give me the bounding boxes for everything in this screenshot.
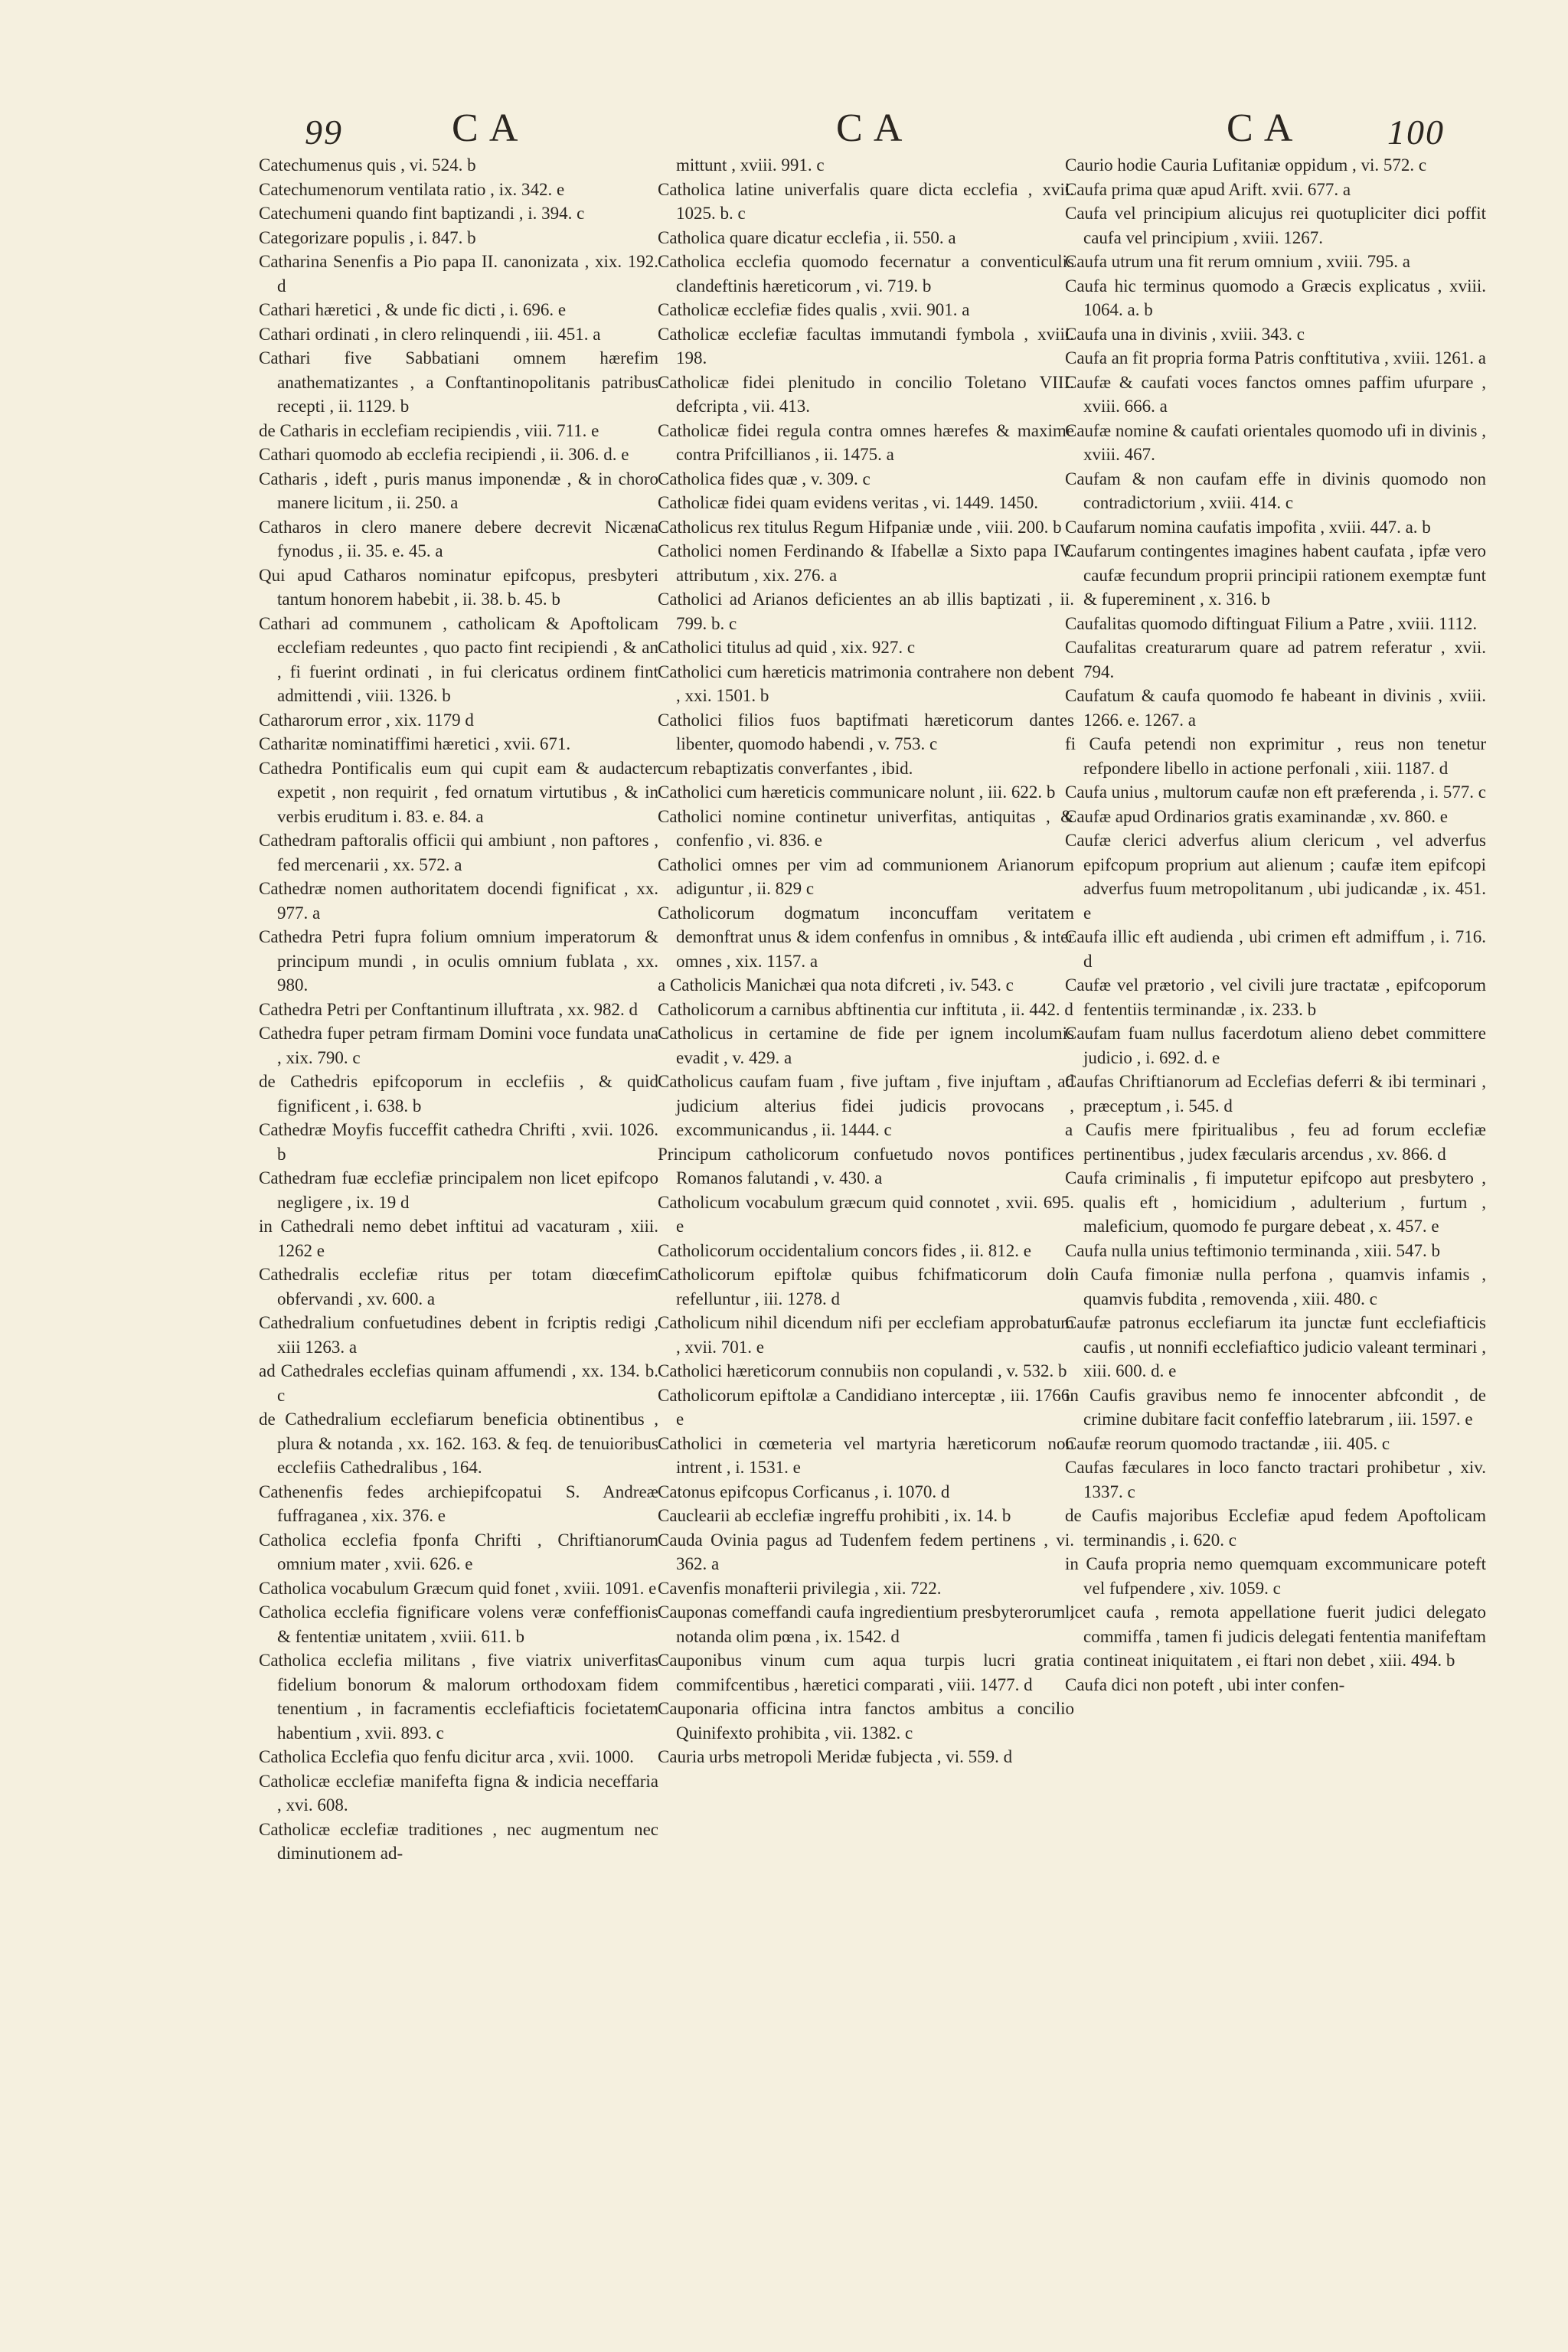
index-entry: Catonus epifcopus Corficanus , i. 1070. d [658, 1481, 950, 1501]
index-entry: Caufa illic eft audienda , ubi crimen eft admiffum , i. 716. d [1065, 927, 1486, 971]
index-entry: Catholicæ fidei quam evidens veritas , vi. 1449. 1450. [658, 493, 1038, 512]
index-entry: Catharorum error , xix. 1179 d [259, 710, 474, 730]
index-entry: Catholicæ fidei regula contra omnes hærefes & maxime contra Prifcillianos , ii. 1475. a [658, 420, 1074, 464]
index-entry: Catholica vocabulum Græcum quid fonet , xviii. 1091. e [259, 1578, 657, 1598]
index-entry: Cathari quomodo ab ecclefia recipiendi , ii. 306. d. e [259, 445, 629, 464]
index-entry: Cathedra fuper petram firmam Domini voce fundata una , xix. 790. c [259, 1024, 658, 1067]
index-entry: Catholicus caufam fuam , five juftam , five injuftam , ad judicium alterius fidei judicis provocans , excommunicandus , ii. 1444. c [658, 1072, 1074, 1139]
index-entry: Catholicorum a carnibus abftinentia cur inftituta , ii. 442. d [658, 999, 1073, 1019]
index-entry: Cathedram fuæ ecclefiæ principalem non licet epifcopo negligere , ix. 19 d [259, 1168, 658, 1212]
index-entry: in Caufis gravibus nemo fe innocenter abfcondit , de crimine dubitare facit confeffio latebrarum , iii. 1597. e [1065, 1385, 1486, 1429]
index-entry: fi Caufa petendi non exprimitur , reus non tenetur refpondere libello in actione perfonali , xiii. 1187. d [1065, 734, 1486, 778]
index-entry: Catholici in cœmeteria vel martyria hæreticorum non intrent , i. 1531. e [658, 1433, 1074, 1477]
index-entry: Catechumenorum ventilata ratio , ix. 342. e [259, 179, 565, 199]
index-entry: de Cathedris epifcoporum in ecclefiis , & quid fignificent , i. 638. b [259, 1072, 658, 1116]
index-entry: Catholica quare dicatur ecclefia , ii. 550. a [658, 227, 956, 247]
index-entry: Catholica ecclefia fponfa Chrifti , Chriftianorum omnium mater , xvii. 626. e [259, 1530, 658, 1573]
index-entry: Caufam & non caufam effe in divinis quomodo non contradictorium , xviii. 414. c [1065, 469, 1486, 512]
index-entry: de Caufis majoribus Ecclefiæ apud fedem Apoftolicam terminandis , i. 620. c [1065, 1506, 1486, 1550]
index-entry: Cauponaria officina intra fanctos ambitus a concilio Quinifexto prohibita , vii. 1382. c [658, 1699, 1074, 1743]
index-entry: Caufam fuam nullus facerdotum alieno debet committere judicio , i. 692. d. e [1065, 1024, 1486, 1067]
index-entry: Catholicæ ecclefiæ facultas immutandi fymbola , xviii. 198. [658, 324, 1074, 368]
index-entry: Catholica ecclefia militans , five viatrix univerfitas fidelium bonorum & malorum orthodoxam fidem tenentium , in facramentis ecclefiafticis focietatem habentium , xvii. 893. c [259, 1651, 658, 1743]
index-entry: Caufæ reorum quomodo tractandæ , iii. 405. c [1065, 1433, 1390, 1453]
index-entry: Catholicæ ecclefiæ fides qualis , xvii. 901. a [658, 300, 970, 319]
index-entry: Caufa una in divinis , xviii. 343. c [1065, 324, 1305, 344]
index-entry: Catholicæ ecclefiæ traditiones , nec augmentum nec diminutionem ad- [259, 1819, 658, 1863]
index-entry: de Cathedralium ecclefiarum beneficia obtinentibus , plura & notanda , xx. 162. 163. & feq. de tenuioribus ecclefiis Cathedralibus , 164. [259, 1410, 658, 1477]
index-entry: Catholicum nihil dicendum nifi per ecclefiam approbatum , xvii. 701. e [658, 1313, 1074, 1357]
index-entry: Catholica fides quæ , v. 309. c [658, 469, 871, 488]
index-entry: Catholica ecclefia fignificare volens veræ confeffionis & fententiæ unitatem , xviii. 611. b [259, 1602, 658, 1646]
index-entry: Caufæ patronus ecclefiarum ita junctæ funt ecclefiafticis caufis , ut nonnifi ecclefiaftico judicio valeant terminari , xiii. 600. d. e [1065, 1313, 1486, 1380]
index-entry: Cathedralium confuetudines debent in fcriptis redigi , xiii 1263. a [259, 1313, 658, 1357]
index-entry: Cathedra Petri fupra folium omnium imperatorum & principum mundi , in oculis omnium fublata , xx. 980. [259, 927, 658, 995]
index-entry: Catechumenus quis , vi. 524. b [259, 155, 476, 175]
index-entry: Catholicus in certamine de fide per ignem incolumis evadit , v. 429. a [658, 1024, 1074, 1067]
index-entry: Caufalitas creaturarum quare ad patrem referatur , xvii. 794. [1065, 638, 1486, 681]
index-entry: Catharis , ideft , puris manus imponendæ , & in choro manere licitum , ii. 250. a [259, 469, 658, 512]
index-column-1 [259, 153, 658, 2320]
index-entry: Caufa utrum una fit rerum omnium , xviii. 795. a [1065, 252, 1410, 271]
index-entry: Catholici cum hæreticis communicare nolunt , iii. 622. b [658, 782, 1056, 802]
index-entry: Catholica latine univerfalis quare dicta ecclefia , xvii. 1025. b. c [658, 179, 1074, 223]
index-entry: Cathedralis ecclefiæ ritus per totam diœcefim obfervandi , xv. 600. a [259, 1265, 658, 1308]
index-entry: Cathari hæretici , & unde fic dicti , i. 696. e [259, 300, 567, 319]
index-entry: a Catholicis Manichæi qua nota difcreti , iv. 543. c [658, 975, 1014, 995]
index-entry: Cathedram paftoralis officii qui ambiunt , non paftores , fed mercenarii , xx. 572. a [259, 831, 658, 874]
index-entry: Catholica ecclefia quomodo fecernatur a conventiculis clandeftinis hæreticorum , vi. 719. b [658, 252, 1074, 296]
index-entry: a Caufis mere fpiritualibus , feu ad forum ecclefiæ pertinentibus , judex fæcularis arcendus , xv. 866. d [1065, 1120, 1486, 1164]
index-entry: Cathedræ Moyfis fucceffit cathedra Chrifti , xvii. 1026. b [259, 1120, 658, 1164]
index-entry: Caufa prima quæ apud Arift. xvii. 677. a [1065, 179, 1351, 199]
index-entry: in Caufa fimoniæ nulla perfona , quamvis infamis , quamvis fubdita , removenda , xiii. 480. c [1065, 1265, 1486, 1308]
index-entry: Cauponas comeffandi caufa ingredientium presbyterorum , notanda olim pœna , ix. 1542. d [658, 1602, 1074, 1646]
index-entry: Caufa hic terminus quomodo a Græcis explicatus , xviii. 1064. a. b [1065, 276, 1486, 319]
index-entry: Cathedra Petri per Conftantinum illuftrata , xx. 982. d [259, 999, 639, 1019]
index-entry: Caufa nulla unius teftimonio terminanda , xiii. 547. b [1065, 1240, 1440, 1260]
index-entry: Catholici ad Arianos deficientes an ab illis baptizati , ii. 799. b. c [658, 590, 1074, 633]
index-entry: Cathari ordinati , in clero relinquendi , iii. 451. a [259, 324, 601, 344]
index-entry: Catholicæ ecclefiæ manifefta figna & indicia neceffaria , xvi. 608. [259, 1771, 658, 1815]
running-head-right: C A [1227, 106, 1295, 150]
index-entry: Cathari five Sabbatiani omnem hærefim anathematizantes , a Conftantinopolitanis patribus recepti , ii. 1129. b [259, 348, 658, 416]
page-header [0, 0, 1568, 153]
running-head-left: C A [452, 106, 520, 150]
index-entry: Catholicorum epiftolæ quibus fchifmaticorum doli refelluntur , iii. 1278. d [658, 1265, 1074, 1308]
index-entry: Cathari ad communem , catholicam & Apoftolicam ecclefiam redeuntes , quo pacto fint recipiendi , & an , fi fuerint ordinati , in fui clericatus ordinem fint admittendi , viii. 1326. b [259, 613, 658, 705]
index-entry: Caurio hodie Cauria Lufitaniæ oppidum , vi. 572. c [1065, 155, 1427, 175]
index-entry: Cathedræ nomen authoritatem docendi fignificat , xx. 977. a [259, 879, 658, 923]
index-entry: Categorizare populis , i. 847. b [259, 227, 476, 247]
index-entry: Principum catholicorum confuetudo novos pontifices Romanos falutandi , v. 430. a [658, 1144, 1074, 1187]
index-entry: Caufatum & caufa quomodo fe habeant in divinis , xviii. 1266. e. 1267. a [1065, 686, 1486, 730]
index-entry: Caufas Chriftianorum ad Ecclefias deferri & ibi terminari , præceptum , i. 545. d [1065, 1072, 1486, 1116]
index-entry: Catholicus rex titulus Regum Hifpaniæ unde , viii. 200. b [658, 517, 1062, 537]
index-entry: Caufæ clerici adverfus alium clericum , vel adverfus epifcopum proprium aut alienum ; caufæ item epifcopi adverfus fuum metropolitanum , ubi judicandæ , ix. 451. e [1065, 831, 1486, 923]
page-number-left: 99 [305, 113, 343, 152]
index-column-3 [1065, 153, 1486, 2320]
index-entry: Caufa dici non poteft , ubi inter confen- [1065, 1674, 1345, 1694]
index-entry: licet caufa , remota appellatione fuerit judici delegato commiffa , tamen fi judicis delegati fententia manifeftam contineat iniquitatem , ei ftari non debet , xiii. 494. b [1065, 1602, 1486, 1670]
index-entry: Caufa vel principium alicujus rei quotupliciter dici poffit caufa vel principium , xviii. 1267. [1065, 204, 1486, 247]
index-entry: Cathenenfis fedes archiepifcopatui S. Andreæ fuffraganea , xix. 376. e [259, 1481, 658, 1525]
running-head-center: C A [836, 106, 904, 150]
index-entry: Caufa an fit propria forma Patris conftitutiva , xviii. 1261. a [1065, 348, 1486, 368]
page-number-right: 100 [1387, 113, 1445, 152]
index-entry: Caufæ vel prætorio , vel civili jure tractatæ , epifcoporum fententiis terminandæ , ix. 233. b [1065, 975, 1486, 1019]
index-entry: Caufæ & caufati voces fanctos omnes paffim ufurpare , xviii. 666. a [1065, 372, 1486, 416]
index-entry: Caufæ nomine & caufati orientales quomodo ufi in divinis , xviii. 467. [1065, 420, 1486, 464]
index-entry: Caufalitas quomodo diftinguat Filium a Patre , xviii. 1112. [1065, 613, 1478, 633]
index-entry: Catholici cum hæreticis matrimonia contrahere non debent , xxi. 1501. b [658, 662, 1074, 705]
index-entry: Catholicorum dogmatum inconcuffam veritatem demonftrat unus & idem confenfus in omnibus , & inter omnes , xix. 1157. a [658, 903, 1074, 971]
index-entry: Catholici nomine continetur univerfitas, antiquitas , & confenfio , vi. 836. e [658, 806, 1074, 850]
index-entry: Qui apud Catharos nominatur epifcopus, presbyteri tantum honorem habebit , ii. 38. b. 45. b [259, 565, 658, 609]
index-entry: de Catharis in ecclefiam recipiendis , viii. 711. e [259, 420, 599, 440]
index-entry: in Caufa propria nemo quemquam excommunicare poteft vel fufpendere , xiv. 1059. c [1065, 1554, 1486, 1598]
index-entry: Catholicorum occidentalium concors fides , ii. 812. e [658, 1240, 1031, 1260]
index-entry: ad Cathedrales ecclefias quinam affumendi , xx. 134. b. c [259, 1361, 658, 1405]
index-entry: Cavenfis monafterii privilegia , xii. 722. [658, 1578, 942, 1598]
index-entry: Catholici nomen Ferdinando & Ifabellæ a Sixto papa IV. attributum , xix. 276. a [658, 541, 1074, 585]
index-entry: Cauclearii ab ecclefiæ ingreffu prohibiti , ix. 14. b [658, 1506, 1011, 1525]
index-entry: Cauponibus vinum cum aqua turpis lucri gratia commifcentibus , hæretici comparati , viii. 1477. d [658, 1651, 1074, 1694]
index-entry: Caufa criminalis , fi imputetur epifcopo aut presbytero , qualis eft , homicidium , adulterium , furtum , maleficium, quomodo fe purgare debeat , x. 457. e [1065, 1168, 1486, 1236]
index-entry: Catholicum vocabulum græcum quid connotet , xvii. 695. e [658, 1192, 1074, 1236]
index-columns [259, 153, 1499, 2320]
index-entry: in Cathedrali nemo debet inftitui ad vacaturam , xiii. 1262 e [259, 1217, 658, 1260]
index-entry: mittunt , xviii. 991. c [676, 155, 825, 175]
index-entry: Caufarum contingentes imagines habent caufata , ipfæ vero caufæ fecundum proprii principii rationem exemptæ funt & fupereminent , x. 316. b [1065, 541, 1486, 609]
index-entry: Catholicæ fidei plenitudo in concilio Toletano VIII. defcripta , vii. 413. [658, 372, 1074, 416]
index-entry: Catholica Ecclefia quo fenfu dicitur arca , xvii. 1000. [259, 1747, 634, 1766]
index-entry: Cathedra Pontificalis eum qui cupit eam & audacter expetit , non requirit , fed ornatum virtutibus , & in verbis eruditum i. 83. e. 84. a [259, 758, 658, 826]
index-entry: Catharina Senenfis a Pio papa II. canonizata , xix. 192. d [259, 252, 658, 296]
index-entry: Caufæ apud Ordinarios gratis examinandæ , xv. 860. e [1065, 806, 1448, 826]
index-entry: Catholici omnes per vim ad communionem Arianorum adiguntur , ii. 829 c [658, 854, 1074, 898]
index-entry: cum rebaptizatis converfantes , ibid. [658, 758, 913, 778]
index-entry: Caufas fæculares in loco fancto tractari prohibetur , xiv. 1337. c [1065, 1458, 1486, 1501]
index-entry: Catechumeni quando fint baptizandi , i. 394. c [259, 204, 585, 223]
index-entry: Catharitæ nominatiffimi hæretici , xvii. 671. [259, 734, 571, 753]
index-entry: Catharos in clero manere debere decrevit Nicæna fynodus , ii. 35. e. 45. a [259, 517, 658, 560]
index-entry: Catholici filios fuos baptifmati hæreticorum dantes libenter, quomodo habendi , v. 753. c [658, 710, 1074, 753]
index-entry: Catholici titulus ad quid , xix. 927. c [658, 638, 916, 657]
index-entry: Catholici hæreticorum connubiis non copulandi , v. 532. b [658, 1361, 1067, 1380]
index-entry: Cauria urbs metropoli Meridæ fubjecta , vi. 559. d [658, 1747, 1013, 1766]
index-entry: Catholicorum epiftolæ a Candidiano interceptæ , iii. 1766. e [658, 1385, 1074, 1429]
index-column-2 [658, 153, 1074, 2320]
index-entry: Caufarum nomina caufatis impofita , xviii. 447. a. b [1065, 517, 1431, 537]
index-entry: Cauda Ovinia pagus ad Tudenfem fedem pertinens , vi. 362. a [658, 1530, 1074, 1573]
index-entry: Caufa unius , multorum caufæ non eft præferenda , i. 577. c [1065, 782, 1486, 802]
